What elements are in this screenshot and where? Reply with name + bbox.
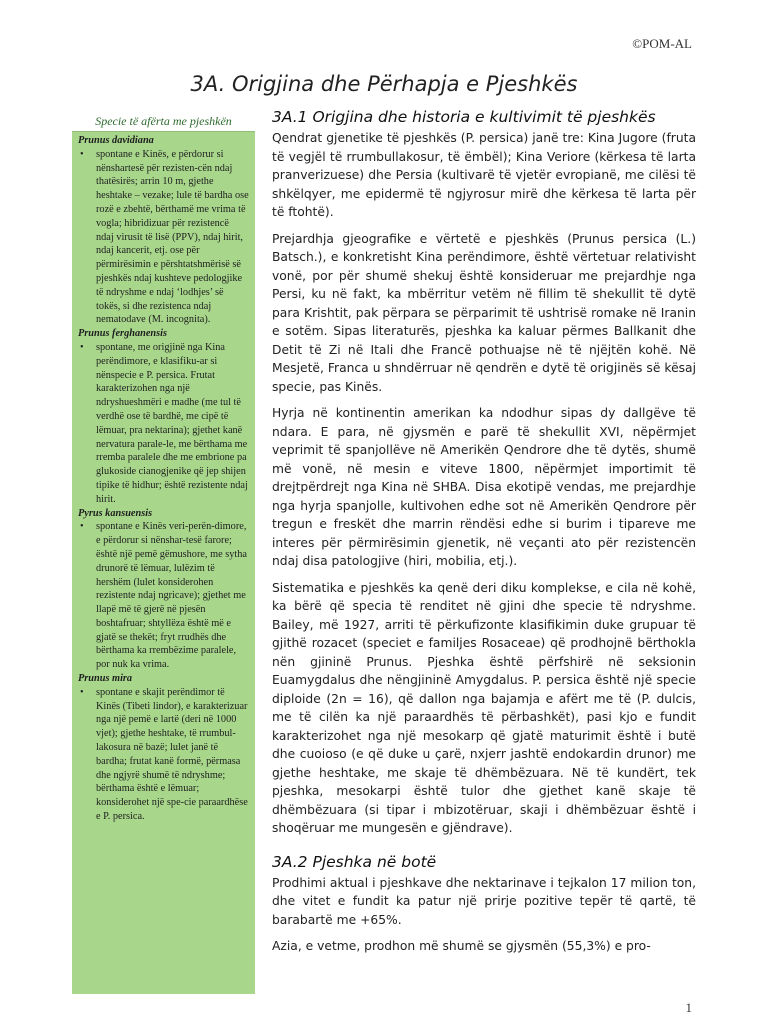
species-description: • spontane e skajit perëndimor të Kinës (Tibeti lindor), e karakterizuar nga një pemë e lartë (deri në 1000 vjet); gjethe heshtake, të rrumbul-lakosura në bazë; lulet janë të bardha; frutat kanë formë, përmasa dhe ngjyrë shumë të ndryshme; bërthama është e lëmuar; konsiderohet një spe-cie paraardhëse e P. persica. — [78, 686, 249, 824]
paragraph: Hyrja në kontinentin amerikan ka ndodhur sipas dy dallgëve të ndara. E para, në gjysmën e parë të shekullit XVI, nëpërmjet veprimit të spanjollëve në Amerikën Qendrore dhe të dytës, shumë më vonë, në mesin e viteve 1800, nëpërmjet importimit të drejtpërdrejt nga Kina në SHBA. Disa ekotipë vendas, me prejardhje nga hyrja spanjolle, kultivohen edhe sot në Amerikën Qendrore për tregun e freskët dhe marrin rëndësi edhe si burim i tipareve me interes për përmirësimin gjenetik, në veçanti ato për rezistencën ndaj disa patologjive (hiri, mobilia, etj.). — [272, 406, 696, 568]
sidebar-heading: Specie të afërta me pjeshkën — [72, 112, 255, 132]
species-name: Prunus ferghanensis — [78, 328, 167, 340]
species-description: • spontane, me origjinë nga Kina perëndimore, e klasifiku-ar si nënspecie e P. persica. Frutat karakterizohen nga një ndryshueshmëri e madhe (me tul të verdhë ose të bardhë, me cipë të lëmuar, pra nektarina); gjethet kanë nervatura parale-le, me bërthama me rrembа paralele dhe me embrione pa glukoside cianogjenike që jep shijen tipike të hidhur; është rezistente ndaj hirit. — [78, 341, 249, 507]
paragraph: Prejardhja gjeografike e vërtetë e pjeshkës (Prunus persica (L.) Batsch.), e konkretisht Kina perëndimore, është vërtetuar relativisht vonë, por për shumë shekuj është konsideruar me prejardhje nga Persi, ku në fakt, ka mbërritur vetëm në fillim të shekullit të dytë para Krishtit, pak përpara se përparimit të ushtrisë romake në Iranin e sotëm. Sipas literaturës, pjeshka ka kaluar përmes Ballkanit dhe Detit të Zi në Itali dhe Francë pothuajse në të njëjtën kohë. Në Mesjetë, Franca u shndërruar në qendrën e dytë të origjinës së kësaj specie, pas Kinës. — [272, 231, 696, 394]
species-description: • spontane e Kinës, e përdorur si nënshartesë për rezisten-cën ndaj thatësirës; arrin 10 m, gjethe heshtake – vezake; lule të bardha ose rozë e zbehtë, bërthamë me vrima të vogla; hibridizuar për rezistencë ndaj virusit të lisë (PPV), ndaj hirit, ndaj kancerit, etj. ose për përmirësimin e përshtatshmërisë së pjeshkës ndaj kushteve pedologjike të ndryshme e ndaj ‘lodhjes’ së tokës, si dhe rezistenca ndaj nematodave (M. incognita). — [78, 148, 249, 327]
copyright-notice: ©POM-AL — [632, 36, 692, 51]
sidebar-related-species — [72, 112, 255, 994]
species-description: • spontane e Kinës veri-perën-dimore, e përdorur si nënshar-tesë farore; është një pemë gëmushore, me sytha drunorë të lëmuar, lulëzim të hershëm (lulet konsiderohen rezistente ndaj ngricave); gjethet me llapë më të gjerë në pjesën boshtafruar; shtyllëza është më e gjatë se thekët; fryt rrudhës dhe bërthama ka rrembëzime paralele, por nuk ka vrima. — [78, 520, 249, 672]
species-name: Pyrus kansuensis — [78, 507, 153, 519]
section-heading: 3A.2 Pjeshka në botë — [272, 852, 437, 871]
section-heading: 3A.1 Origjina dhe historia e kultivimit të pjeshkës — [272, 108, 656, 126]
species-name: Prunus davidiana — [78, 135, 154, 146]
main-content — [272, 108, 696, 964]
species-name: Prunus mira — [78, 673, 133, 685]
paragraph: Azia, e vetme, prodhon më shumë se gjysmën (55,3%) e pro- — [272, 939, 651, 953]
paragraph: Qendrat gjenetike të pjeshkës (P. persica) janë tre: Kina Jugore (fruta të vegjël të rrumbullakosur, të ëmbël); Kina Veriore (kërkesa të larta pranverizuese) dhe Persia (kultivarë të vjetër evropianë, me cilësi të shkëlqyer, me epidermë të ngjyrosur mirë dhe kërkesa të larta për të ftohtë). — [272, 131, 696, 219]
page-number: 1 — [685, 1000, 692, 1015]
page-title: 3A. Origjina dhe Përhapja e Pjeshkës — [190, 72, 578, 96]
paragraph: Prodhimi aktual i pjeshkave dhe nektarinave i tejkalon 17 milion ton, dhe vitet e fundit ka patur një prirje pozitive tepër të qartë, të barabartë me +65%. — [272, 875, 696, 927]
paragraph: Sistematika e pjeshkës ka qenë deri diku komplekse, e cila në kohë, ka bërë që specia të renditet në gjini dhe specie të ndryshme. Bailey, më 1927, arriti të përkufizonte klasifikimin duke grupuar të gjithë rozacet (speciet e familjes Rosaceae) që prodhojnë bërthokla nën gjininë Prunus. Pjeshka është përfshirë në seksionin Euamygdalus dhe nëngjininë Amygdalus. P. persica është një specie diploide (2n = 16), që dallon nga bajamja e afërt me të (P. dulcis, me të cilën ka një paraardhës të përbashkët), pasi kjo e fundit karakterizohet nga një mesokarp që gjatë maturimit është i butë dhe cuoioso (e që duke u çarë, nxjerr jashtë endokardin drunor) me gjethe heshtake, me skaje të dhëmbëzuara. Në të kundërt, tek pjeshka, mesokarpi është tulor dhe gjethet kanë skaje të dhëmbëzuara (si tipar i mbizotëruar, skaji i dhëmbëzuar është i shoqëruar me mungesën e gjëndrave). — [272, 580, 696, 835]
sidebar-body — [72, 134, 255, 824]
